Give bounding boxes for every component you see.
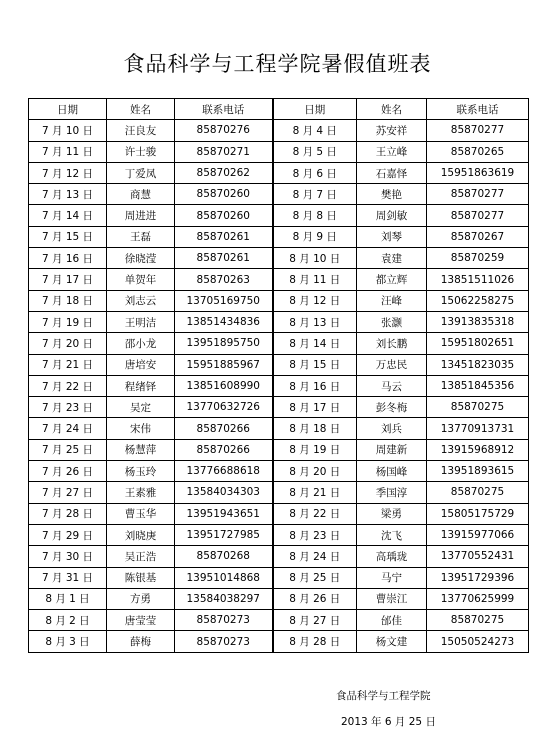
cell-date-2: 8 月 25 日 <box>273 567 357 588</box>
cell-date-2: 8 月 23 日 <box>273 524 357 545</box>
cell-name-2: 曹崇江 <box>357 588 427 609</box>
cell-phone: 85870268 <box>175 546 273 567</box>
cell-name: 王明洁 <box>107 311 175 332</box>
cell-date-2: 8 月 20 日 <box>273 461 357 482</box>
table-body <box>29 120 529 652</box>
cell-name-2: 王立峰 <box>357 141 427 162</box>
cell-phone-2: 85870275 <box>427 482 529 503</box>
cell-name: 曹玉华 <box>107 503 175 524</box>
cell-phone: 15951885967 <box>175 354 273 375</box>
table-row <box>29 333 529 354</box>
cell-date-2: 8 月 19 日 <box>273 439 357 460</box>
table-row <box>29 141 529 162</box>
cell-phone: 85870261 <box>175 226 273 247</box>
cell-date: 7 月 25 日 <box>29 439 107 460</box>
footer-date: 2013 年 6 月 25 日 <box>341 716 436 728</box>
cell-date: 7 月 14 日 <box>29 205 107 226</box>
cell-date: 7 月 15 日 <box>29 226 107 247</box>
table-row <box>29 184 529 205</box>
table-row <box>29 375 529 396</box>
cell-date-2: 8 月 17 日 <box>273 397 357 418</box>
cell-phone: 85870271 <box>175 141 273 162</box>
cell-name: 程绪铎 <box>107 375 175 396</box>
cell-name-2: 刘长鹏 <box>357 333 427 354</box>
cell-phone: 85870273 <box>175 631 273 652</box>
cell-date: 7 月 30 日 <box>29 546 107 567</box>
table-row <box>29 503 529 524</box>
cell-phone: 13770632726 <box>175 397 273 418</box>
table-row <box>29 311 529 332</box>
cell-phone: 13851434836 <box>175 311 273 332</box>
cell-date: 7 月 20 日 <box>29 333 107 354</box>
cell-name: 汪良友 <box>107 120 175 141</box>
cell-name: 商慧 <box>107 184 175 205</box>
header-phone: 联系电话 <box>175 99 273 120</box>
table-row <box>29 120 529 141</box>
cell-phone-2: 15951802651 <box>427 333 529 354</box>
cell-name-2: 杨文建 <box>357 631 427 652</box>
cell-phone-2: 85870259 <box>427 248 529 269</box>
cell-phone: 85870260 <box>175 205 273 226</box>
cell-date: 7 月 13 日 <box>29 184 107 205</box>
cell-name-2: 袁建 <box>357 248 427 269</box>
cell-date-2: 8 月 27 日 <box>273 610 357 631</box>
table-row <box>29 524 529 545</box>
cell-phone: 13951943651 <box>175 503 273 524</box>
cell-phone: 85870260 <box>175 184 273 205</box>
cell-phone: 13776688618 <box>175 461 273 482</box>
cell-name-2: 周剑敏 <box>357 205 427 226</box>
cell-phone-2: 13951729396 <box>427 567 529 588</box>
cell-date-2: 8 月 13 日 <box>273 311 357 332</box>
cell-date: 7 月 28 日 <box>29 503 107 524</box>
table-row <box>29 588 529 609</box>
document-title: 食品科学与工程学院暑假值班表 <box>123 52 432 76</box>
header-name: 姓名 <box>107 99 175 120</box>
cell-date: 7 月 23 日 <box>29 397 107 418</box>
cell-date: 7 月 17 日 <box>29 269 107 290</box>
cell-name-2: 梁勇 <box>357 503 427 524</box>
cell-name-2: 季国淳 <box>357 482 427 503</box>
cell-name: 刘晓庚 <box>107 524 175 545</box>
cell-phone-2: 15050524273 <box>427 631 529 652</box>
table-row <box>29 610 529 631</box>
cell-name: 单贺年 <box>107 269 175 290</box>
cell-phone-2: 15062258275 <box>427 290 529 311</box>
cell-date: 7 月 24 日 <box>29 418 107 439</box>
cell-phone-2: 13915968912 <box>427 439 529 460</box>
cell-phone-2: 85870275 <box>427 610 529 631</box>
cell-name: 邵小龙 <box>107 333 175 354</box>
cell-phone-2: 13851845356 <box>427 375 529 396</box>
cell-phone: 13705169750 <box>175 290 273 311</box>
cell-phone-2: 15951863619 <box>427 162 529 183</box>
cell-phone-2: 15805175729 <box>427 503 529 524</box>
table-row <box>29 397 529 418</box>
cell-date: 7 月 29 日 <box>29 524 107 545</box>
cell-phone-2: 13451823035 <box>427 354 529 375</box>
cell-name: 唐培安 <box>107 354 175 375</box>
cell-date: 7 月 31 日 <box>29 567 107 588</box>
cell-name: 周进进 <box>107 205 175 226</box>
table-row <box>29 439 529 460</box>
cell-name-2: 马宁 <box>357 567 427 588</box>
cell-date: 8 月 2 日 <box>29 610 107 631</box>
cell-name-2: 周建新 <box>357 439 427 460</box>
cell-name: 唐莹莹 <box>107 610 175 631</box>
cell-name-2: 张灏 <box>357 311 427 332</box>
cell-phone: 13951727985 <box>175 524 273 545</box>
cell-date-2: 8 月 16 日 <box>273 375 357 396</box>
cell-phone-2: 13770913731 <box>427 418 529 439</box>
cell-name: 陈银基 <box>107 567 175 588</box>
cell-date-2: 8 月 10 日 <box>273 248 357 269</box>
cell-name-2: 邰佳 <box>357 610 427 631</box>
table-row <box>29 248 529 269</box>
cell-name: 刘志云 <box>107 290 175 311</box>
cell-name: 吴定 <box>107 397 175 418</box>
cell-date: 7 月 21 日 <box>29 354 107 375</box>
cell-date-2: 8 月 14 日 <box>273 333 357 354</box>
cell-name-2: 刘兵 <box>357 418 427 439</box>
cell-phone: 85870262 <box>175 162 273 183</box>
cell-name-2: 石嘉怿 <box>357 162 427 183</box>
header-date-2: 日期 <box>273 99 357 120</box>
cell-date: 7 月 18 日 <box>29 290 107 311</box>
cell-phone: 85870266 <box>175 439 273 460</box>
cell-date: 8 月 1 日 <box>29 588 107 609</box>
cell-date-2: 8 月 26 日 <box>273 588 357 609</box>
cell-date-2: 8 月 18 日 <box>273 418 357 439</box>
cell-phone: 13851608990 <box>175 375 273 396</box>
cell-date-2: 8 月 11 日 <box>273 269 357 290</box>
cell-phone-2: 13770625999 <box>427 588 529 609</box>
cell-phone-2: 85870275 <box>427 397 529 418</box>
cell-date: 7 月 16 日 <box>29 248 107 269</box>
table-row <box>29 226 529 247</box>
cell-phone: 85870266 <box>175 418 273 439</box>
cell-name: 薛梅 <box>107 631 175 652</box>
cell-name-2: 苏安祥 <box>357 120 427 141</box>
table-row <box>29 461 529 482</box>
cell-name: 吴正浩 <box>107 546 175 567</box>
cell-date-2: 8 月 7 日 <box>273 184 357 205</box>
cell-phone-2: 13915977066 <box>427 524 529 545</box>
header-name-2: 姓名 <box>357 99 427 120</box>
cell-name: 王磊 <box>107 226 175 247</box>
cell-date: 7 月 22 日 <box>29 375 107 396</box>
cell-phone-2: 13770552431 <box>427 546 529 567</box>
cell-phone: 85870263 <box>175 269 273 290</box>
cell-name-2: 彭冬梅 <box>357 397 427 418</box>
cell-phone-2: 13951893615 <box>427 461 529 482</box>
cell-phone: 13951014868 <box>175 567 273 588</box>
table-row <box>29 205 529 226</box>
cell-name: 许士骏 <box>107 141 175 162</box>
cell-name-2: 杨国峰 <box>357 461 427 482</box>
cell-name: 王素雅 <box>107 482 175 503</box>
cell-date-2: 8 月 5 日 <box>273 141 357 162</box>
cell-phone: 85870273 <box>175 610 273 631</box>
cell-date-2: 8 月 28 日 <box>273 631 357 652</box>
cell-name-2: 汪峰 <box>357 290 427 311</box>
cell-phone-2: 13913835318 <box>427 311 529 332</box>
cell-name: 徐晓滢 <box>107 248 175 269</box>
cell-name: 杨慧萍 <box>107 439 175 460</box>
cell-date: 7 月 12 日 <box>29 162 107 183</box>
duty-schedule-table <box>28 98 529 653</box>
cell-phone: 13951895750 <box>175 333 273 354</box>
footer-organization: 食品科学与工程学院 <box>336 690 431 702</box>
table-row <box>29 290 529 311</box>
cell-phone: 13584038297 <box>175 588 273 609</box>
cell-date-2: 8 月 8 日 <box>273 205 357 226</box>
cell-date: 7 月 19 日 <box>29 311 107 332</box>
table-row <box>29 546 529 567</box>
cell-date-2: 8 月 9 日 <box>273 226 357 247</box>
cell-phone: 85870276 <box>175 120 273 141</box>
cell-date-2: 8 月 12 日 <box>273 290 357 311</box>
table-row <box>29 631 529 652</box>
table-row <box>29 354 529 375</box>
cell-name: 丁爱凤 <box>107 162 175 183</box>
cell-phone: 13584034303 <box>175 482 273 503</box>
cell-name-2: 马云 <box>357 375 427 396</box>
cell-date: 7 月 11 日 <box>29 141 107 162</box>
cell-phone-2: 85870277 <box>427 120 529 141</box>
cell-date-2: 8 月 21 日 <box>273 482 357 503</box>
cell-date: 7 月 10 日 <box>29 120 107 141</box>
cell-date-2: 8 月 24 日 <box>273 546 357 567</box>
cell-date: 7 月 26 日 <box>29 461 107 482</box>
cell-phone-2: 85870277 <box>427 205 529 226</box>
header-date: 日期 <box>29 99 107 120</box>
table-row <box>29 162 529 183</box>
cell-phone-2: 85870267 <box>427 226 529 247</box>
table-row <box>29 567 529 588</box>
cell-date-2: 8 月 4 日 <box>273 120 357 141</box>
cell-date: 8 月 3 日 <box>29 631 107 652</box>
cell-date-2: 8 月 6 日 <box>273 162 357 183</box>
cell-name: 方勇 <box>107 588 175 609</box>
cell-name-2: 万忠民 <box>357 354 427 375</box>
table-row <box>29 269 529 290</box>
table-row <box>29 418 529 439</box>
cell-date-2: 8 月 15 日 <box>273 354 357 375</box>
cell-name: 杨玉玲 <box>107 461 175 482</box>
cell-date: 7 月 27 日 <box>29 482 107 503</box>
table-header-row <box>29 99 529 120</box>
cell-phone-2: 13851511026 <box>427 269 529 290</box>
cell-name-2: 都立辉 <box>357 269 427 290</box>
cell-name: 宋伟 <box>107 418 175 439</box>
table-row <box>29 482 529 503</box>
cell-name-2: 刘琴 <box>357 226 427 247</box>
cell-phone: 85870261 <box>175 248 273 269</box>
header-phone-2: 联系电话 <box>427 99 529 120</box>
cell-phone-2: 85870277 <box>427 184 529 205</box>
cell-date-2: 8 月 22 日 <box>273 503 357 524</box>
cell-name-2: 高瑀珑 <box>357 546 427 567</box>
cell-phone-2: 85870265 <box>427 141 529 162</box>
cell-name-2: 沈飞 <box>357 524 427 545</box>
cell-name-2: 樊艳 <box>357 184 427 205</box>
